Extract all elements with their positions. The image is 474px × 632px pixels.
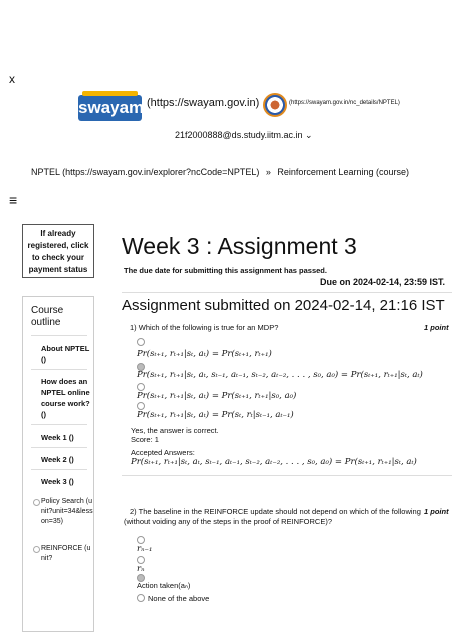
- score: Score: 1: [131, 435, 159, 444]
- due-date: Due on 2024-02-14, 23:59 IST.: [320, 277, 446, 287]
- divider: [122, 475, 452, 476]
- sidebar-item-how-course-works[interactable]: How does an NPTEL online course work? (): [41, 377, 90, 419]
- q1-option-2-label: Pr(sₜ₊₁, rₜ₊₁|sₜ, aₜ, sₜ₋₁, aₜ₋₁, sₜ₋₂, aₜ₋₂, . . . , s₀, a₀) = Pr(sₜ₊₁, rₜ₊₁|sₜ, aₜ): [137, 370, 423, 380]
- q1-option-3-label: Pr(sₜ₊₁, rₜ₊₁|sₜ, aₜ) = Pr(sₜ₊₁, rₜ₊₁|s₀, a₀): [137, 391, 297, 401]
- breadcrumb-course-link[interactable]: Reinforcement Learning (course): [277, 167, 409, 177]
- sidebar-subitem-policy-search[interactable]: Policy Search (unit?unit=34&lesson=35): [41, 498, 93, 525]
- nptel-link[interactable]: (https://swayam.gov.in/nc_details/NPTEL): [289, 100, 400, 106]
- sidebar-subitem-reinforce[interactable]: REINFORCE (unit?: [41, 544, 93, 564]
- question-1-text: 1) Which of the following is true for an MDP?: [130, 323, 279, 332]
- divider: [31, 424, 87, 425]
- question-2-points: 1 point: [424, 507, 449, 516]
- due-date-passed-note: The due date for submitting this assignment has passed.: [124, 266, 327, 275]
- q2-option-2-radio[interactable]: [137, 556, 145, 564]
- course-outline-title: Course outline: [31, 305, 64, 328]
- q2-option-4-radio[interactable]: [137, 594, 145, 602]
- hamburger-menu-icon[interactable]: ≡: [9, 192, 18, 208]
- divider: [122, 292, 452, 293]
- q1-option-3-radio[interactable]: [137, 383, 145, 391]
- q2-option-1-label: rₙ₋₁: [137, 544, 153, 554]
- accepted-answers-label: Accepted Answers:: [131, 448, 195, 457]
- submission-status: Assignment submitted on 2024-02-14, 21:16 IST: [122, 297, 445, 314]
- q2-option-2-label: rₙ: [137, 564, 145, 574]
- divider: [31, 335, 87, 336]
- q2-option-4-label: None of the above: [148, 594, 210, 603]
- question-2-text-continued: (without voiding any of the steps in the proof of REINFORCE)?: [124, 517, 333, 526]
- breadcrumb-separator: »: [265, 167, 271, 177]
- divider: [31, 369, 87, 370]
- sidebar-item-week-2[interactable]: Week 2 (): [41, 455, 74, 464]
- swayam-logo[interactable]: swayam: [78, 95, 142, 121]
- sidebar-item-week-1[interactable]: Week 1 (): [41, 433, 74, 442]
- question-1-points: 1 point: [424, 323, 449, 332]
- q1-option-1-radio[interactable]: [137, 338, 145, 346]
- sidebar-item-about-nptel[interactable]: About NPTEL (): [41, 344, 90, 364]
- q1-option-4-label: Pr(sₜ₊₁, rₜ₊₁|sₜ, aₜ) = Pr(sₜ, rₜ|sₜ₋₁, aₜ₋₁): [137, 410, 294, 420]
- breadcrumb-nptel-link[interactable]: NPTEL (https://swayam.gov.in/explorer?ncCode=NPTEL): [31, 167, 260, 177]
- answer-feedback: Yes, the answer is correct.: [131, 426, 219, 435]
- q1-option-4-radio[interactable]: [137, 402, 145, 410]
- close-button[interactable]: x: [9, 72, 15, 86]
- divider: [31, 469, 87, 470]
- course-outline: [22, 296, 94, 632]
- question-2-text: 2) The baseline in the REINFORCE update should not depend on which of the following: [130, 507, 421, 516]
- q1-option-1-label: Pr(sₜ₊₁, rₜ₊₁|sₜ, aₜ) = Pr(sₜ₊₁, rₜ₊₁): [137, 349, 272, 359]
- q2-option-3-label: Action taken(aₙ): [137, 581, 191, 590]
- user-menu[interactable]: 21f2000888@ds.study.iitm.ac.in ⌄: [175, 130, 313, 140]
- payment-status-button[interactable]: If already registered, click to check your payment status: [22, 224, 94, 278]
- breadcrumb: [31, 167, 409, 177]
- q2-option-1-radio[interactable]: [137, 536, 145, 544]
- accepted-answer: Pr(sₜ₊₁, rₜ₊₁|sₜ, aₜ, sₜ₋₁, aₜ₋₁, sₜ₋₂, aₜ₋₂, . . . , s₀, a₀) = Pr(sₜ₊₁, rₜ₊₁|sₜ, aₜ): [131, 457, 417, 467]
- page-title: Week 3 : Assignment 3: [122, 233, 357, 259]
- divider: [31, 447, 87, 448]
- nptel-logo[interactable]: [263, 93, 287, 117]
- swayam-link[interactable]: (https://swayam.gov.in): [147, 97, 260, 109]
- sidebar-item-week-3[interactable]: Week 3 (): [41, 477, 74, 486]
